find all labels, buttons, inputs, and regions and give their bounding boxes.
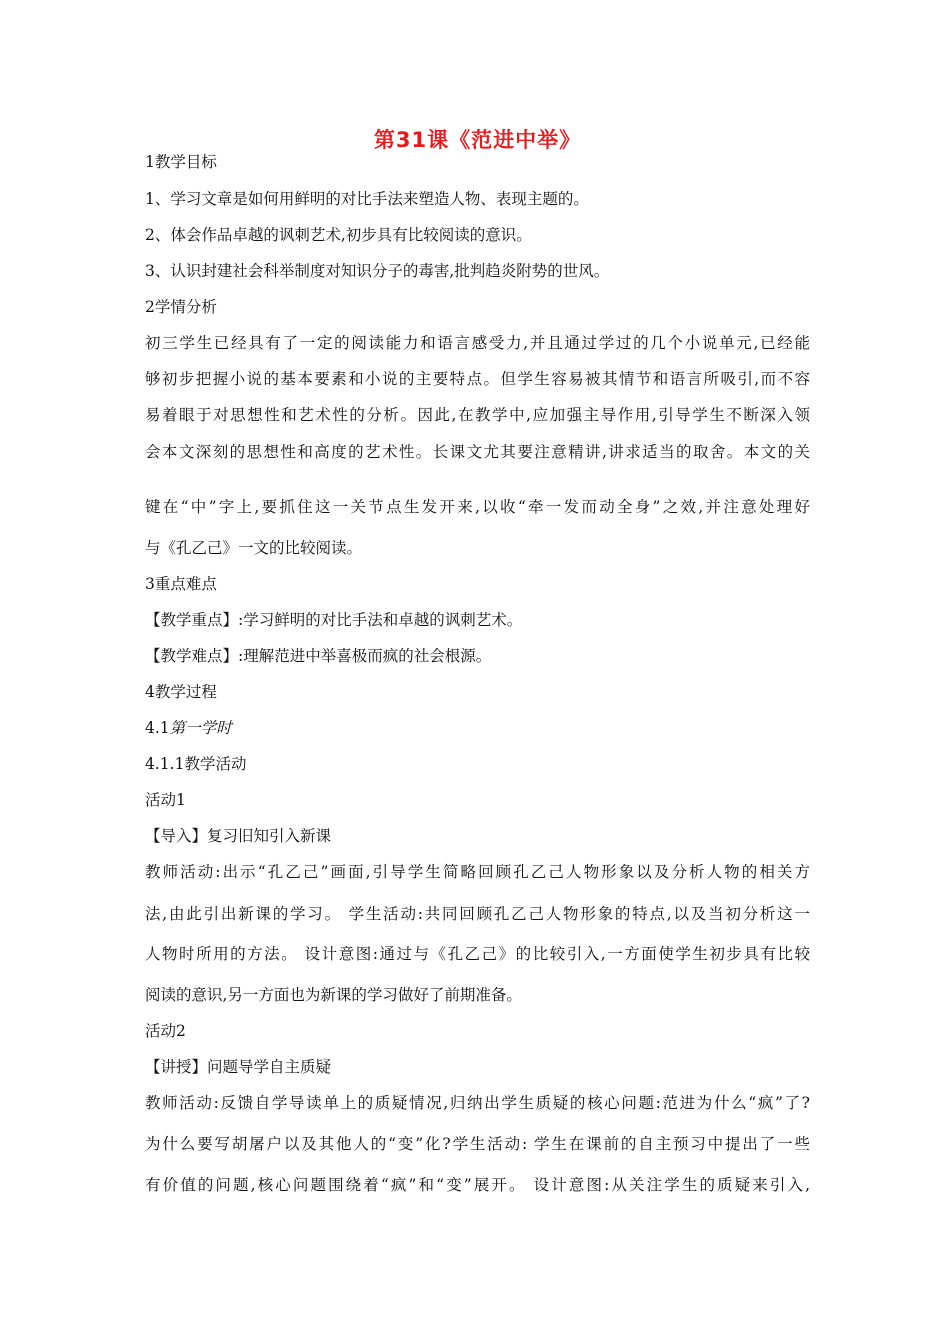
objective-item: 3、认识封建社会科举制度对知识分子的毒害,批判趋炎附势的世风。: [145, 262, 610, 280]
activity-text-line: 为什么要写胡屠户以及其他人的“变”化?学生活动: 学生在课前的自主预习中提出了一些: [145, 1135, 810, 1153]
activity-tag: 【导入】复习旧知引入新课: [145, 827, 332, 845]
analysis-line: 与《孔乙己》一文的比较阅读。: [145, 539, 363, 557]
activity-text-line: 教师活动:反馈自学导读单上的质疑情况,归纳出学生质疑的核心问题:范进为什么“疯”了?: [145, 1094, 810, 1112]
subsection-heading: [145, 718, 810, 738]
objective-item: 1、学习文章是如何用鲜明的对比手法来塑造人物、表现主题的。: [145, 190, 589, 208]
activity-text-line: 人物时所用的方法。 设计意图:通过与《孔乙己》的比较引入,一方面使学生初步具有比较: [145, 945, 810, 963]
activity-text-line: 教师活动:出示“孔乙己”画面,引导学生简略回顾孔乙己人物形象以及分析人物的相关方: [145, 863, 810, 881]
difficult-point: 【教学难点】:理解范进中举喜极而疯的社会根源。: [145, 647, 492, 665]
activity-text-line: 有价值的问题,核心问题围绕着“疯”和“变”展开。 设计意图:从关注学生的质疑来引入,: [145, 1176, 810, 1194]
subsection-number: 4.1: [145, 719, 170, 737]
key-point: 【教学重点】:学习鲜明的对比手法和卓越的讽刺艺术。: [145, 611, 523, 629]
section-heading-process: 4教学过程: [145, 683, 217, 701]
analysis-line: 易着眼于对思想性和艺术性的分析。因此,在教学中,应加强主导作用,引导学生不断深入领: [145, 406, 810, 424]
objective-item: 2、体会作品卓越的讽刺艺术,初步具有比较阅读的意识。: [145, 226, 532, 244]
section-heading-keypoints: 3重点难点: [145, 575, 217, 593]
subsection-label: 第一学时: [169, 719, 232, 737]
analysis-line: 会本文深刻的思想性和高度的艺术性。长课文尤其要注意精讲,讲求适当的取舍。本文的关: [145, 443, 810, 461]
activity-title: 活动1: [145, 791, 186, 809]
analysis-line: 键在“中”字上,要抓住这一关节点生发开来,以收“牵一发而动全身”之效,并注意处理好: [145, 498, 810, 516]
analysis-line: 初三学生已经具有了一定的阅读能力和语言感受力,并且通过学过的几个小说单元,已经能: [145, 334, 810, 352]
section-heading-objectives: 1教学目标: [145, 153, 217, 171]
activity-tag: 【讲授】问题导学自主质疑: [145, 1058, 332, 1076]
analysis-line: 够初步把握小说的基本要素和小说的主要特点。但学生容易被其情节和语言所吸引,而不容: [145, 370, 810, 388]
activity-text-line: 阅读的意识,另一方面也为新课的学习做好了前期准备。: [145, 986, 522, 1004]
subsubsection-heading: 4.1.1教学活动: [145, 755, 247, 773]
section-heading-analysis: 2学情分析: [145, 298, 217, 316]
activity-text-line: 法,由此引出新课的学习。 学生活动:共同回顾孔乙己人物形象的特点,以及当初分析这一: [145, 905, 810, 923]
activity-title: 活动2: [145, 1022, 186, 1040]
page-title: 第31课《范进中举》: [373, 128, 582, 152]
